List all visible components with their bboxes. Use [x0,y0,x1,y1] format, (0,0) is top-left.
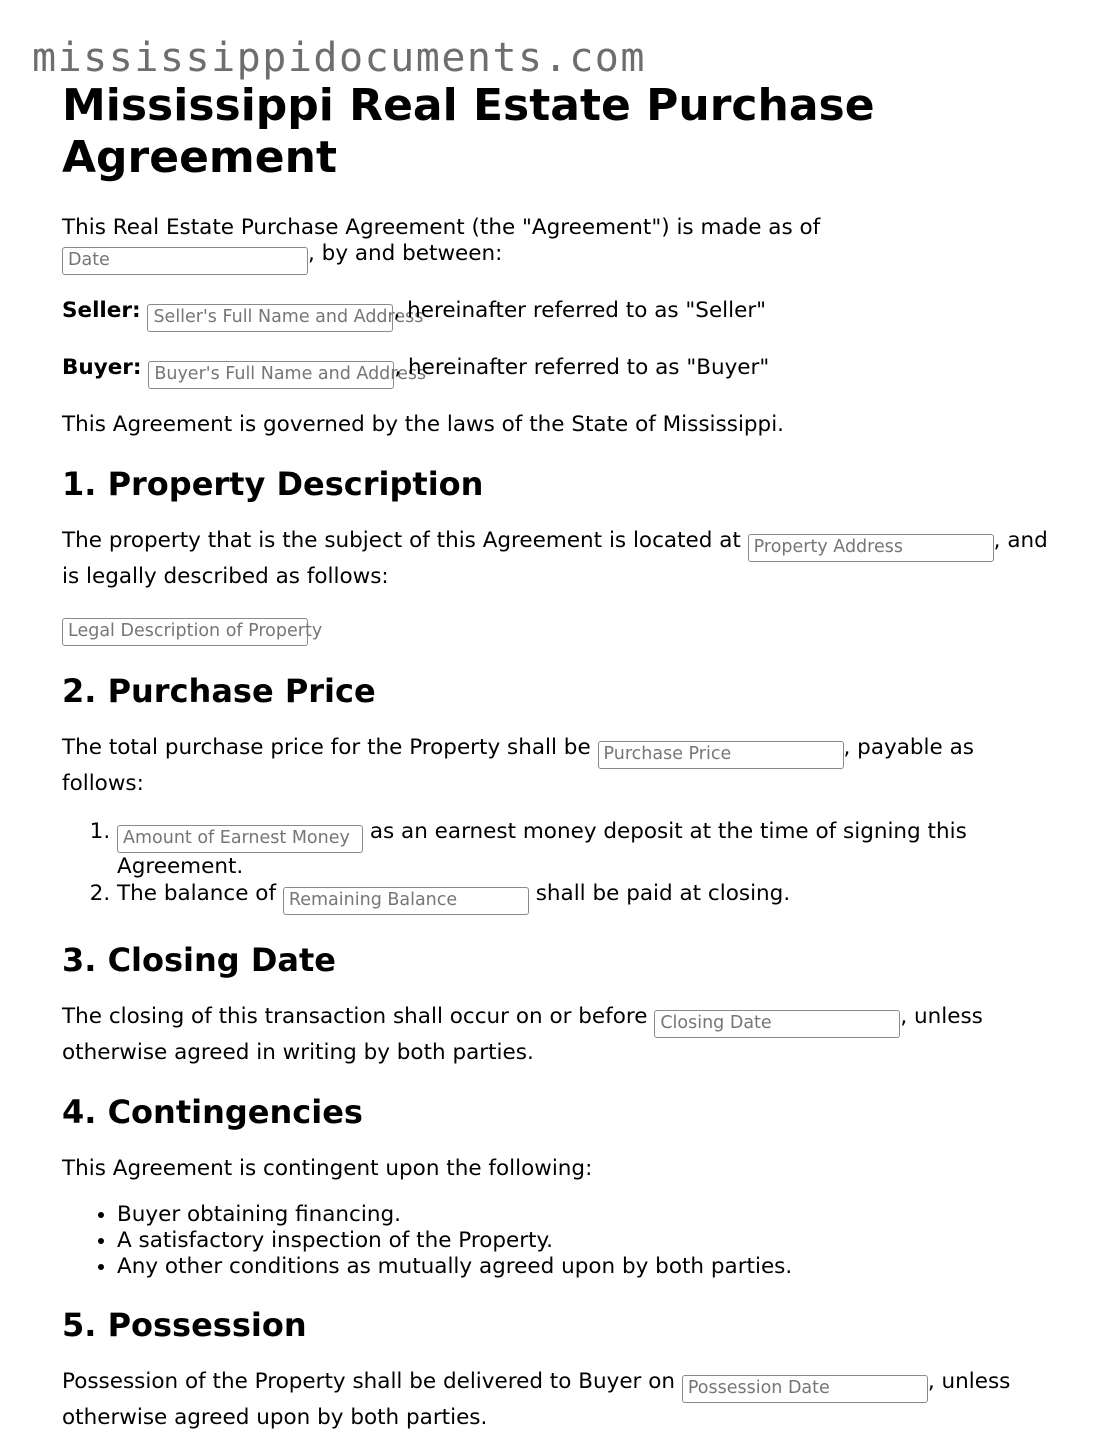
agreement-date-field[interactable]: Date [62,247,308,275]
remaining-balance-field[interactable]: Remaining Balance [283,887,529,915]
balance-text-tail: shall be paid at closing. [528,881,791,906]
buyer-label: Buyer: [62,355,142,380]
property-address-field[interactable]: Property Address [748,534,994,562]
possession-text-tail: , unless otherwise agreed upon by both parties. [62,1369,1011,1430]
intro-text: This Real Estate Purchase Agreement (the "Agreement") is made as of [62,215,821,240]
price-text: The total purchase price for the Property shall be [62,735,591,760]
list-item: • A satisfactory inspection of the Property. [117,1228,1062,1254]
site-watermark: mississippidocuments.com [32,35,646,81]
closing-text-tail: , unless otherwise agreed in writing by both parties. [62,1004,983,1065]
section-5-heading: 5. Possession [62,1306,307,1344]
list-item: • Any other conditions as mutually agreed upon by both parties. [117,1254,1062,1280]
buyer-line [62,353,1062,389]
payment-list [62,818,1062,915]
earnest-money-field[interactable]: Amount of Earnest Money [117,825,363,853]
possession-text: Possession of the Property shall be delivered to Buyer on [62,1369,676,1394]
balance-text: The balance of [117,881,277,906]
contingencies-list [62,1202,1062,1280]
closing-paragraph [62,1002,1062,1067]
property-text: The property that is the subject of this Agreement is located at [62,528,741,553]
closing-text: The closing of this transaction shall occur on or before [62,1004,648,1029]
closing-date-field[interactable]: Closing Date [654,1010,900,1038]
price-text-tail: , payable as follows: [62,735,974,796]
list-item: • Buyer obtaining financing. [117,1202,1062,1228]
seller-line [62,296,1062,332]
section-1-heading: 1. Property Description [62,465,484,503]
list-item [117,818,1062,880]
seller-label: Seller: [62,298,141,323]
buyer-suffix: , hereinafter referred to as "Buyer" [394,355,770,380]
intro-tail: , by and between: [308,241,503,266]
seller-field[interactable]: Seller's Full Name and Address [147,304,393,332]
purchase-price-field[interactable]: Purchase Price [598,741,844,769]
legal-description-field[interactable]: Legal Description of Property [62,618,308,646]
list-item [117,880,1062,915]
possession-date-field[interactable]: Possession Date [682,1375,928,1403]
seller-suffix: , hereinafter referred to as "Seller" [393,298,767,323]
section-3-heading: 3. Closing Date [62,941,336,979]
purchase-price-paragraph [62,733,1062,798]
page-title: Mississippi Real Estate Purchase Agreement [62,80,875,183]
document-body [62,80,1062,1432]
section-2-heading: 2. Purchase Price [62,672,376,710]
property-text-tail: , and is legally described as follows: [62,528,1048,589]
buyer-field[interactable]: Buyer's Full Name and Address [148,361,394,389]
governing-law: This Agreement is governed by the laws of the State of Mississippi. [62,412,785,437]
earnest-money-text: as an earnest money deposit at the time of signing this Agreement. [117,819,967,879]
possession-paragraph [62,1367,1062,1432]
contingencies-intro: This Agreement is contingent upon the following: [62,1156,593,1181]
property-paragraph [62,526,1062,591]
section-4-heading: 4. Contingencies [62,1093,363,1131]
legal-description-line [62,610,1062,646]
intro-paragraph [62,215,1062,275]
